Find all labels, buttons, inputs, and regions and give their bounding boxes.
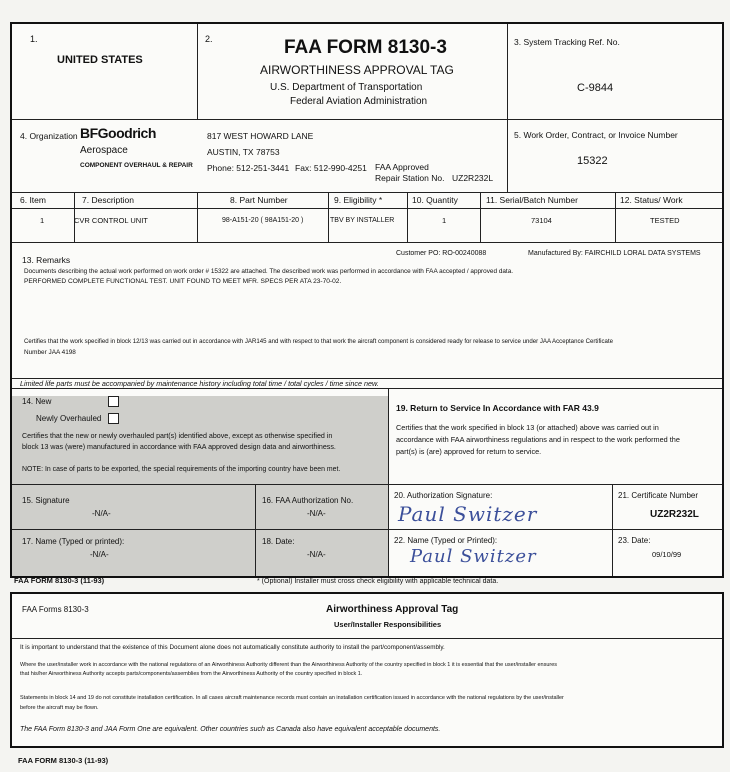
authorization-signature: Paul Switzer <box>398 502 538 526</box>
tag-title: AIRWORTHINESS APPROVAL TAG <box>260 63 454 77</box>
form2-title: Airworthiness Approval Tag <box>326 604 459 615</box>
col-header-serial: 11. Serial/Batch Number <box>486 195 578 205</box>
form2-subtitle: User/Installer Responsibilities <box>334 620 442 629</box>
org-tagline: COMPONENT OVERHAUL & REPAIR <box>80 162 193 169</box>
work-order-number: 15322 <box>577 155 608 167</box>
agency-name: Federal Aviation Administration <box>290 96 428 107</box>
col-header-eligibility: 9. Eligibility * <box>334 195 383 205</box>
item-number: 1 <box>40 216 45 225</box>
block23-label: 23. Date: <box>618 536 651 545</box>
form-title: FAA FORM 8130-3 <box>284 37 447 58</box>
org-division: Aerospace <box>80 145 128 156</box>
form-id-footer: FAA FORM 8130-3 (11-93) <box>14 576 105 585</box>
remarks-line1: Documents describing the actual work performed on work order # 15322 are attached. The described work was performed in accordance with FAA accepted / approved data. <box>24 268 514 275</box>
form2-para2a: Where the user/installer work in accordance with the national regulations of an Airworthiness Authority different than the Airworthiness Authority of the country specified in block 1 it is essential that the user/installer ensures <box>20 662 558 668</box>
block19-text2: accordance with FAA airworthiness regulations and in respect to the work performed the <box>396 435 680 444</box>
faa-form-8130-3 <box>10 22 724 578</box>
item-serial-number: 73104 <box>531 216 552 225</box>
block16-value: -N/A- <box>307 509 326 518</box>
block18-label: 18. Date: <box>262 537 295 546</box>
block14-export-note: NOTE: In case of parts to be exported, the special requirements of the importing country have been met. <box>22 466 341 473</box>
block14-new-label: 14. New <box>22 397 52 406</box>
block22-label: 22. Name (Typed or Printed): <box>394 536 498 545</box>
org-phone: Phone: 512-251-3441 <box>207 163 290 173</box>
block19-title: 19. Return to Service In Accordance with FAR 43.9 <box>396 403 599 413</box>
item-part-number: 98-A151-20 ( 98A151-20 ) <box>222 217 304 224</box>
repair-station-label2: Repair Station No. <box>375 173 445 183</box>
block2-number: 2. <box>205 34 213 44</box>
block3-label: 3. System Tracking Ref. No. <box>514 37 620 47</box>
country-name: UNITED STATES <box>57 54 143 66</box>
form2-para1: It is important to understand that the existence of this Document alone does not automatically constitute authority to install the part/component/assembly. <box>20 644 445 651</box>
remarks-line4: Number JAA 4198 <box>24 349 76 356</box>
customer-po: Customer PO: RO-00240088 <box>396 250 487 257</box>
approval-date: 09/10/99 <box>652 550 682 559</box>
item-quantity: 1 <box>442 216 447 225</box>
remarks-line3: Certifies that the work specified in block 12/13 was carried out in accordance with JAR145 and with respect to that work the aircraft component is considered ready for release to service under JAA Acceptance Certificate <box>24 338 614 345</box>
repair-station-number: UZ2R232L <box>452 173 494 183</box>
item-description: CVR CONTROL UNIT <box>74 216 148 225</box>
form2-para3a: Statements in block 14 and 19 do not constitute installation certification. In all cases aircraft maintenance records must contain an installation certification issued in accordance with the national regulations by the user/installer <box>20 695 564 701</box>
form2-para2b: that his/her Airworthiness Authority accepts parts/components/assemblies from the Airworthiness Authority of the country specified in block 1. <box>20 671 363 677</box>
block14-overhauled-label: Newly Overhauled <box>36 414 102 423</box>
block18-value: -N/A- <box>307 550 326 559</box>
col-header-quantity: 10. Quantity <box>412 195 458 205</box>
tracking-number: C-9844 <box>577 82 614 94</box>
block17-value: -N/A- <box>90 550 109 559</box>
bfgoodrich-logo: BFGoodrich <box>80 125 156 141</box>
block16-label: 16. FAA Authorization No. <box>262 496 354 505</box>
block4-label: 4. Organization <box>20 131 78 141</box>
eligibility-footnote: * (Optional) Installer must cross check eligibility with applicable technical data. <box>257 578 499 585</box>
block19-text3: part(s) is (are) approved for return to service. <box>396 447 542 456</box>
remarks-label: 13. Remarks <box>22 255 71 265</box>
manufacturer: Manufactured By: FAIRCHILD LORAL DATA SYSTEMS <box>528 250 701 257</box>
block17-label: 17. Name (Typed or printed): <box>22 537 125 546</box>
form2-para3b: before the aircraft may be flown. <box>20 705 99 711</box>
repair-station-label1: FAA Approved <box>375 162 429 172</box>
printed-name-signature: Paul Switzer <box>410 546 537 567</box>
org-address-line2: AUSTIN, TX 78753 <box>207 147 280 157</box>
form-id-footer-2: FAA FORM 8130-3 (11-93) <box>18 756 109 765</box>
col-header-status: 12. Status/ Work <box>620 195 683 205</box>
block1-number: 1. <box>30 34 38 44</box>
remarks-line2: PERFORMED COMPLETE FUNCTIONAL TEST. UNIT FOUND TO MEET MFR. SPECS PER ATA 23-70-02. <box>24 278 342 285</box>
overhauled-checkbox[interactable] <box>108 413 119 424</box>
block14-cert-line1: Certifies that the new or newly overhauled part(s) identified above, except as otherwise specified in <box>22 432 333 440</box>
col-header-part-number: 8. Part Number <box>230 195 288 205</box>
user-installer-responsibilities <box>10 592 724 748</box>
item-status: TESTED <box>650 216 680 225</box>
org-fax: Fax: 512-990-4251 <box>295 163 367 173</box>
org-address-line1: 817 WEST HOWARD LANE <box>207 131 314 141</box>
block19-text1: Certifies that the work specified in block 13 (or attached) above was carried out in <box>396 423 659 432</box>
item-eligibility: TBV BY INSTALLER <box>330 217 395 224</box>
block14-cert-line2: block 13 was (were) manufactured in accordance with FAA approved design data and airworthiness. <box>22 443 336 451</box>
new-checkbox[interactable] <box>108 396 119 407</box>
form2-id: FAA Forms 8130-3 <box>22 605 89 614</box>
block20-label: 20. Authorization Signature: <box>394 491 493 500</box>
form2-para4: The FAA Form 8130-3 and JAA Form One are equivalent. Other countries such as Canada also have equivalent acceptable documents. <box>20 726 441 733</box>
block21-label: 21. Certificate Number <box>618 491 699 500</box>
block15-value: -N/A- <box>92 509 111 518</box>
limited-life-notice: Limited life parts must be accompanied by maintenance history including total time / total cycles / time since new. <box>20 379 379 388</box>
col-header-description: 7. Description <box>82 195 134 205</box>
col-header-item: 6. Item <box>20 195 46 205</box>
department-name: U.S. Department of Transportation <box>270 82 423 93</box>
block5-label: 5. Work Order, Contract, or Invoice Number <box>514 130 678 140</box>
certificate-number: UZ2R232L <box>650 509 699 520</box>
block15-label: 15. Signature <box>22 496 70 505</box>
